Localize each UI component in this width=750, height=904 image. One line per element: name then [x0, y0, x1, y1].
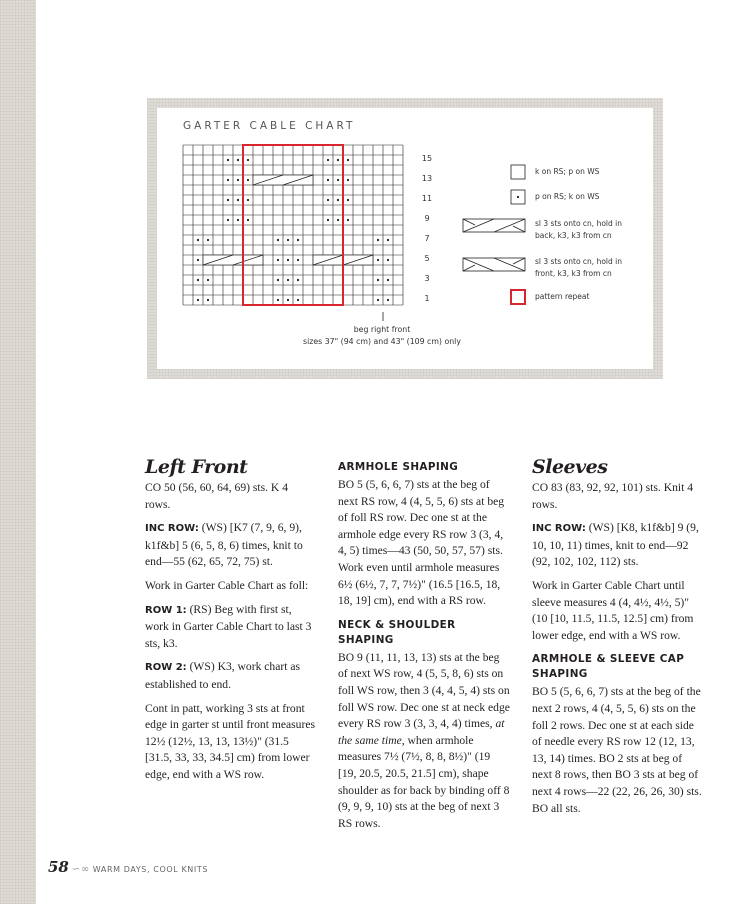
beg-label	[287, 324, 477, 348]
left-front-cast-on: CO 50 (56, 60, 64, 69) sts. K 4 rows.	[145, 481, 288, 511]
purl-dot	[197, 299, 199, 301]
cable-cross	[203, 255, 263, 265]
sleeve-cap-text: BO 5 (5, 6, 6, 7) sts at the beg of the next 2 rows, 4 (4, 5, 5, 6) sts on the foll 2 rows. Dec one st at each side of needle every RS row 12 (12, 13, 13, 14) times. BO 2 sts at beg of next 8 rows, then BO 3 sts at beg of next 4 rows—22 (22, 26, 26, 30) sts. BO all sts.	[532, 685, 702, 815]
sleeves-inc-row-label: INC ROW:	[532, 523, 586, 535]
purl-dot	[347, 199, 349, 201]
neck-shoulder-text-a: BO 9 (11, 11, 13, 13) sts at the beg of next WS row, 4 (5, 5, 8, 6) sts on foll WS row, then 3 (4, 4, 5, 4) sts on foll WS row. Dec one st at neck edge every RS row 3 (3, 3, 4, 4) times,	[338, 650, 510, 731]
purl-dot	[227, 199, 229, 201]
legend-repeat-text: pattern repeat	[535, 292, 590, 301]
purl-dot	[237, 199, 239, 201]
purl-dot	[377, 239, 379, 241]
purl-dot	[297, 239, 299, 241]
purl-dot	[277, 239, 279, 241]
purl-dot	[347, 219, 349, 221]
purl-dot	[387, 279, 389, 281]
purl-dot	[337, 179, 339, 181]
left-front-inc-row	[145, 520, 315, 571]
row-number: 13	[421, 174, 433, 183]
left-front-cont-patt: Cont in patt, working 3 sts at front edge in garter st until front measures 12½ (12½, 13, 13, 13½)" (31.5 [31.5, 33, 33, 34.5] cm) from lower edge, end with a WS row.	[145, 701, 315, 781]
purl-dot	[377, 299, 379, 301]
purl-dot	[197, 279, 199, 281]
purl-dot	[197, 259, 199, 261]
purl-dot	[337, 219, 339, 221]
purl-dot	[287, 299, 289, 301]
legend-knit-text: k on RS; p on WS	[535, 167, 600, 176]
purl-dot	[227, 219, 229, 221]
row-number: 5	[424, 254, 430, 263]
row-number: 11	[421, 194, 433, 203]
row-2-label: ROW 2:	[145, 662, 187, 674]
purl-dot	[297, 259, 299, 261]
row-number: 7	[424, 234, 430, 243]
purl-dot	[327, 219, 329, 221]
purl-dot	[247, 219, 249, 221]
legend-cable-back-symbol	[463, 219, 525, 232]
page-footer	[48, 858, 208, 876]
legend-purl-dot	[517, 196, 519, 198]
purl-dot	[287, 239, 289, 241]
purl-dot	[387, 239, 389, 241]
purl-dot	[337, 199, 339, 201]
row-number: 9	[424, 214, 430, 223]
purl-dot	[277, 259, 279, 261]
legend-knit-symbol	[511, 165, 525, 179]
legend-cable-front-text: sl 3 sts onto cn, hold in front, k3, k3 from cn	[535, 257, 622, 278]
neck-shoulder-text	[338, 650, 510, 833]
at-same-time: at the same time,	[338, 717, 505, 747]
sleeves-cast-on: CO 83 (83, 92, 92, 101) sts. Knit 4 rows.	[532, 481, 694, 511]
sleeves-heading: Sleeves	[532, 456, 608, 478]
ornament-icon: ∽∞	[71, 864, 90, 875]
row-2-text: (WS) K3, work chart as established to end.	[145, 660, 300, 691]
row-1-text: (RS) Beg with first st, work in Garter Cable Chart to last 3 sts, k3.	[145, 602, 312, 650]
inc-row-label: INC ROW:	[145, 523, 199, 535]
page-number: 58	[48, 858, 69, 876]
left-front-row-1	[145, 602, 315, 653]
legend-purl-text: p on RS; k on WS	[535, 192, 600, 201]
sleeves-column	[532, 456, 704, 824]
sizes-note: sizes 37" (94 cm) and 43" (109 cm) only	[303, 337, 461, 346]
sleeves-work-chart: Work in Garter Cable Chart until sleeve measures 4 (4, 4½, 4½, 5)" (10 [10, 11.5, 11.5, 12.5] cm) from lower edge, end with a WS row.	[532, 578, 694, 642]
purl-dot	[237, 159, 239, 161]
purl-dot	[327, 179, 329, 181]
sleeves-inc-row	[532, 520, 704, 571]
cable-cross	[253, 175, 313, 185]
row-number: 3	[424, 274, 430, 283]
chart-card	[157, 108, 653, 369]
purl-dot	[247, 179, 249, 181]
purl-dot	[207, 279, 209, 281]
armhole-column	[338, 460, 510, 839]
purl-dot	[327, 199, 329, 201]
armhole-shaping-text: BO 5 (5, 6, 6, 7) sts at the beg of next RS row, 4 (4, 5, 5, 6) sts at beg of foll RS row. Dec one st at the armhole edge every RS row 3 (3, 4, 4, 5) times—43 (50, 50, 57, 57) sts. Work even until armhole measures 6½ (6½, 7, 7, 7½)" (16.5 [16.5, 18, 18, 19] cm), end with a RS row.	[338, 478, 505, 608]
left-front-work-chart: Work in Garter Cable Chart as foll:	[145, 578, 309, 592]
purl-dot	[387, 259, 389, 261]
page-spine	[0, 0, 36, 904]
purl-dot	[347, 159, 349, 161]
purl-dot	[377, 259, 379, 261]
purl-dot	[297, 279, 299, 281]
purl-dot	[247, 159, 249, 161]
purl-dot	[297, 299, 299, 301]
purl-dot	[277, 279, 279, 281]
purl-dot	[227, 179, 229, 181]
legend-repeat-symbol	[511, 290, 525, 304]
purl-dot	[377, 279, 379, 281]
row-1-label: ROW 1:	[145, 604, 187, 616]
neck-shoulder-text-b: when armhole measures 7½ (7½, 8, 8, 8½)" (19 [19, 20.5, 20.5, 21.5] cm), shape shoulder as for back by binding off 8 (9, 9, 9, 10) sts at the beg of next 3 RS rows.	[338, 733, 510, 830]
neck-shoulder-heading: NECK & SHOULDER SHAPING	[338, 618, 456, 646]
left-front-heading: Left Front	[145, 456, 248, 478]
left-front-row-2	[145, 659, 315, 693]
beg-right-front-label: beg right front	[353, 325, 411, 334]
purl-dot	[237, 219, 239, 221]
chart-grid	[183, 145, 403, 305]
purl-dot	[327, 159, 329, 161]
purl-dot	[277, 299, 279, 301]
purl-dot	[247, 199, 249, 201]
purl-dot	[237, 179, 239, 181]
chart-panel	[147, 98, 663, 379]
purl-dot	[227, 159, 229, 161]
sleeve-cap-heading: ARMHOLE & SLEEVE CAP SHAPING	[532, 653, 685, 681]
purl-dot	[207, 299, 209, 301]
inc-row-text: (WS) [K7 (7, 9, 6, 9), k1f&b] 5 (6, 5, 8, 6) times, knit to end—55 (62, 65, 72, 75) st.	[145, 521, 303, 569]
row-number: 15	[421, 154, 433, 163]
purl-dot	[287, 259, 289, 261]
purl-dot	[197, 239, 199, 241]
purl-dot	[347, 179, 349, 181]
row-number: 1	[424, 294, 430, 303]
chart-title: GARTER CABLE CHART	[183, 120, 356, 132]
purl-dot	[207, 239, 209, 241]
purl-dot	[287, 279, 289, 281]
purl-dot	[387, 299, 389, 301]
legend-cable-back-text: sl 3 sts onto cn, hold in back, k3, k3 from cn	[535, 219, 622, 240]
armhole-shaping-heading: ARMHOLE SHAPING	[338, 461, 459, 473]
legend-cable-front-symbol	[463, 258, 525, 271]
book-title: WARM DAYS, COOL KNITS	[92, 865, 209, 874]
purl-dot	[337, 159, 339, 161]
sleeves-inc-row-text: (WS) [K8, k1f&b] 9 (9, 10, 10, 11) times, knit to end—92 (92, 102, 102, 112) sts.	[532, 521, 699, 569]
left-front-column	[145, 456, 315, 791]
